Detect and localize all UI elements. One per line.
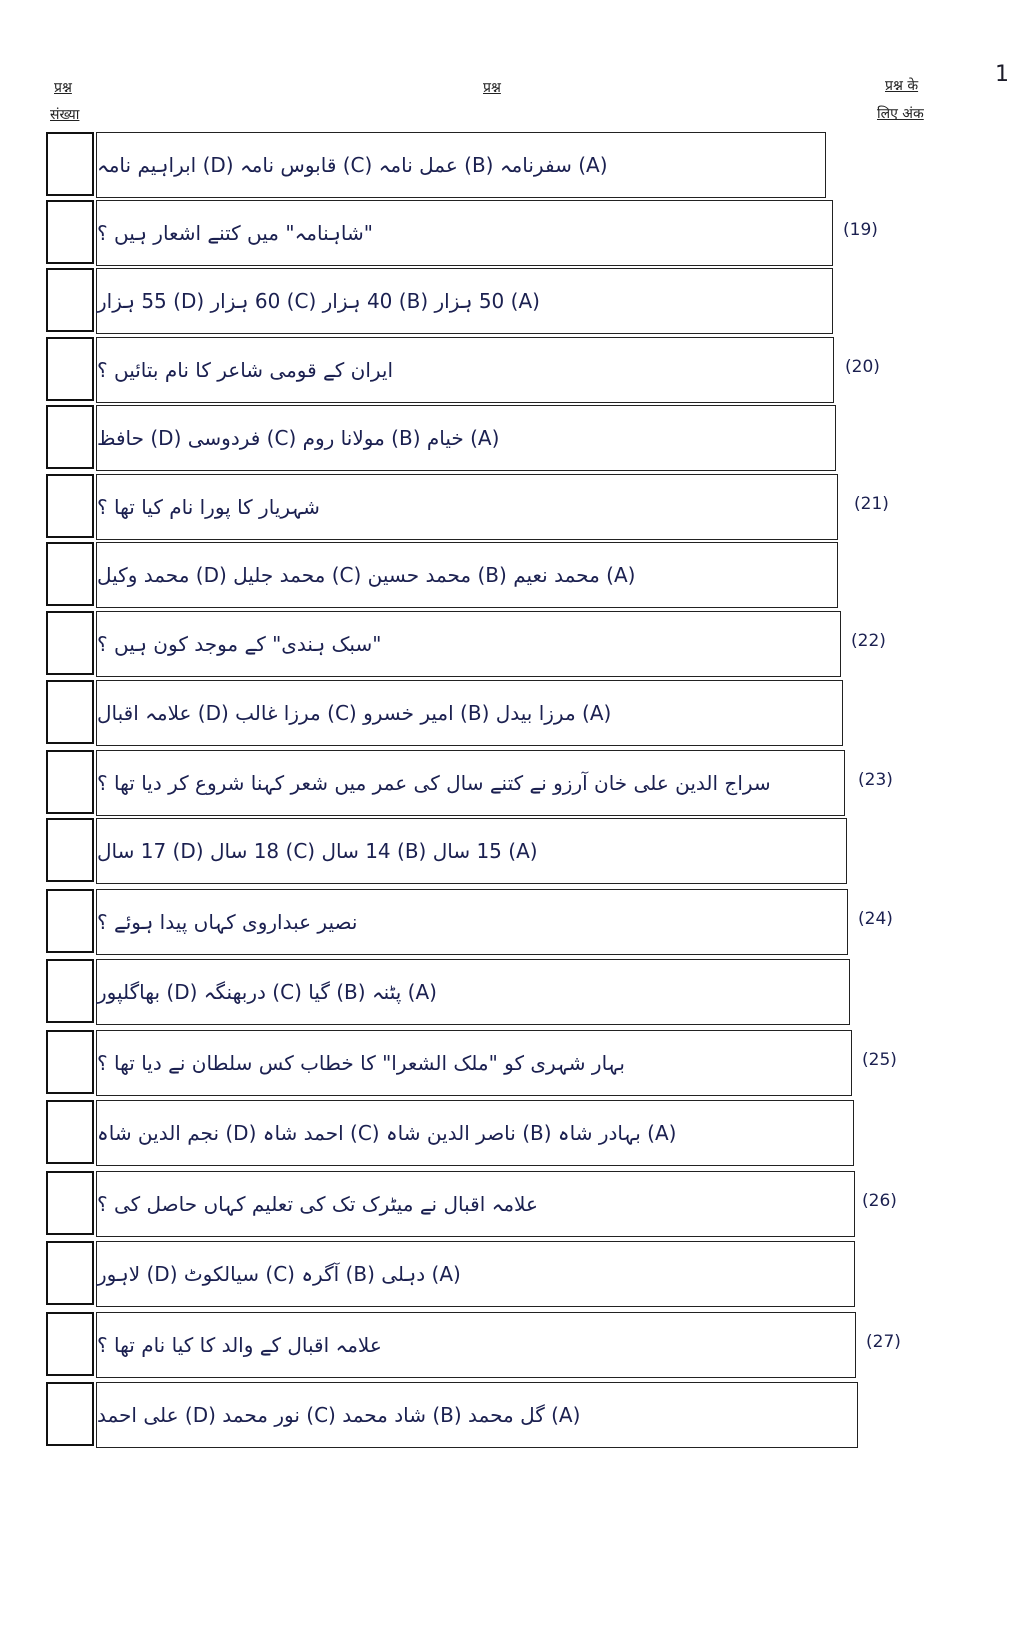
options-text: (A) سفرنامہ (B) عمل نامہ (C) قابوس نامہ (D) ابراہیم نامہ — [97, 153, 608, 177]
question-row — [96, 474, 838, 540]
question-row — [96, 750, 845, 816]
marks-box — [46, 200, 94, 264]
options-row — [96, 132, 826, 198]
question-number: (22) — [851, 631, 886, 651]
question-number: (21) — [854, 494, 889, 514]
question-text: علامہ اقبال نے میٹرک تک کی تعلیم کہاں حاصل کی ؟ — [97, 1192, 538, 1216]
options-row — [96, 1241, 855, 1307]
options-row — [96, 1382, 858, 1448]
header-question-label: प्रश्न — [483, 80, 501, 96]
question-row — [96, 1171, 855, 1237]
marks-box — [46, 1030, 94, 1094]
question-number: (27) — [866, 1332, 901, 1352]
question-row — [96, 337, 834, 403]
question-text: ایران کے قومی شاعر کا نام بتائیں ؟ — [97, 358, 394, 382]
options-text: (A) 50 ہزار (B) 40 ہزار (C) 60 ہزار (D) 55 ہزار — [97, 289, 540, 313]
marks-box — [46, 1171, 94, 1235]
marks-box — [46, 542, 94, 606]
options-row — [96, 1100, 854, 1166]
question-number: (23) — [858, 770, 893, 790]
options-row — [96, 680, 843, 746]
options-row — [96, 542, 838, 608]
options-text: (A) دہلی (B) آگرہ (C) سیالکوٹ (D) لاہور — [97, 1262, 461, 1286]
options-text: (A) مرزا بیدل (B) امیر خسرو (C) مرزا غالب (D) علامہ اقبال — [97, 701, 612, 725]
question-text: بہار شہری کو "ملک الشعرا" کا خطاب کس سلطان نے دیا تھا ؟ — [97, 1051, 625, 1075]
question-number: (26) — [862, 1191, 897, 1211]
question-row — [96, 200, 833, 266]
question-row — [96, 611, 841, 677]
options-row — [96, 268, 833, 334]
marks-box — [46, 132, 94, 196]
header-question-number-label-line2: संख्या — [50, 107, 80, 123]
options-row — [96, 959, 850, 1025]
marks-box — [46, 611, 94, 675]
options-text: (A) خیام (B) مولانا روم (C) فردوسی (D) حافظ — [97, 426, 500, 450]
marks-box — [46, 680, 94, 744]
header-question-number-label-line1: प्रश्न — [54, 80, 72, 96]
options-text: (A) پٹنہ (B) گیا (C) دربھنگہ (D) بھاگلپور — [97, 980, 437, 1004]
question-text: علامہ اقبال کے والد کا کیا نام تھا ؟ — [97, 1333, 382, 1357]
question-number: (20) — [845, 357, 880, 377]
question-text: نصیر عبداروی کہاں پیدا ہوئے ؟ — [97, 910, 358, 934]
marks-box — [46, 959, 94, 1023]
question-row — [96, 1030, 852, 1096]
options-row — [96, 405, 836, 471]
marks-box — [46, 1312, 94, 1376]
marks-box — [46, 268, 94, 332]
marks-box — [46, 818, 94, 882]
options-row — [96, 818, 847, 884]
marks-box — [46, 1241, 94, 1305]
question-number: (24) — [858, 909, 893, 929]
question-text: سراج الدین علی خان آرزو نے کتنے سال کی عمر میں شعر کہنا شروع کر دیا تھا ؟ — [97, 771, 771, 795]
question-number: (19) — [843, 220, 878, 240]
options-text: (A) گل محمد (B) شاد محمد (C) نور محمد (D) علی احمد — [97, 1403, 581, 1427]
options-text: (A) بہادر شاہ (B) ناصر الدین شاہ (C) احمد شاہ (D) نجم الدین شاہ — [97, 1121, 677, 1145]
marks-box — [46, 1382, 94, 1446]
header-marks-label-line2: लिए अंक — [877, 106, 924, 122]
question-text: "سبک ہندی" کے موجد کون ہیں ؟ — [97, 632, 382, 656]
question-row — [96, 889, 848, 955]
marks-box — [46, 337, 94, 401]
question-text: شہریار کا پورا نام کیا تھا ؟ — [97, 495, 320, 519]
marks-box — [46, 750, 94, 814]
header-marks-label-line1: प्रश्न के — [885, 78, 919, 94]
marks-box — [46, 405, 94, 469]
question-row — [96, 1312, 856, 1378]
marks-box — [46, 474, 94, 538]
marks-box — [46, 1100, 94, 1164]
options-text: (A) محمد نعیم (B) محمد حسین (C) محمد جلیل (D) محمد وکیل — [97, 563, 636, 587]
marks-box — [46, 889, 94, 953]
options-text: (A) 15 سال (B) 14 سال (C) 18 سال (D) 17 سال — [97, 839, 538, 863]
question-text: "شاہنامہ" میں کتنے اشعار ہیں ؟ — [97, 221, 373, 245]
page-number: 1 — [995, 62, 1009, 87]
question-number: (25) — [862, 1050, 897, 1070]
